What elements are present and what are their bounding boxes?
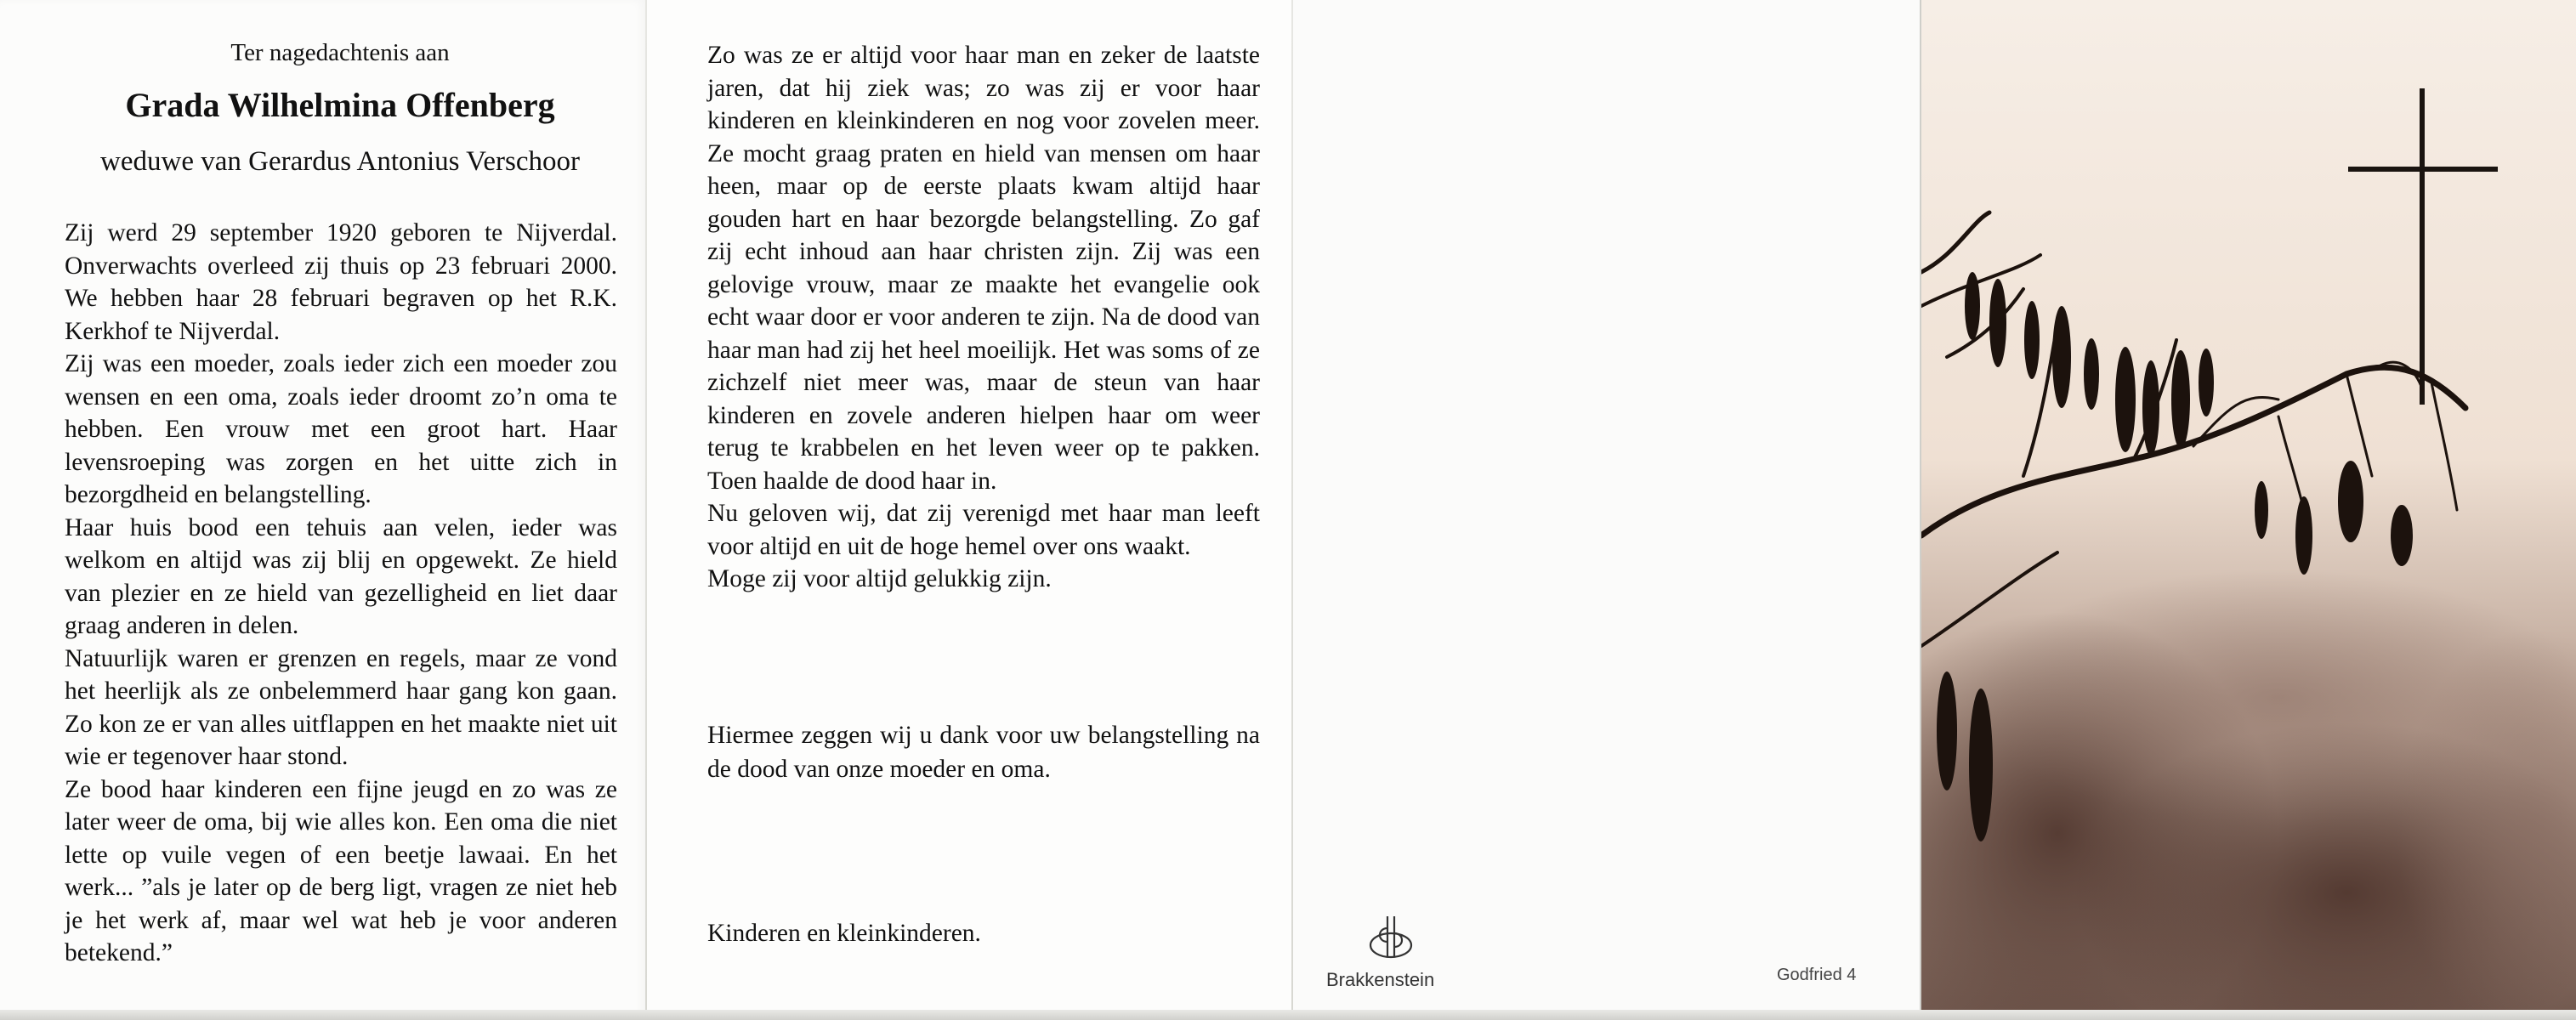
product-code: Godfried 4 xyxy=(1777,966,1857,984)
widow-of-text: weduwe van Gerardus Antonius Verschoor xyxy=(100,146,580,177)
deceased-name: Grada Wilhelmina Offenberg xyxy=(125,86,555,124)
tribute-paragraph: Zo was ze er altijd voor haar man en zeker de laatste jaren, dat hij ziek was; zo was zij er voor haar kinderen en kleinkinderen en nog voor zovelen meer. Ze mocht graag praten en hield van mensen om haar heen, maar op de eerste plaats kwam altijd haar gouden hart en haar bezorgde belangstelling. Zo gaf zij echt inhoud aan haar christen zijn. Zij was een gelovige vrouw, maar ze maakte het evangelie ook echt waar door er voor anderen te zijn. Na de dood van haar man had zij het heel moeilijk. Het was soms of ze zichzelf niet meer was, maar de steun van haar kinderen en zovele anderen hielpen haar om weer terug te krabbelen en het leven weer op te pakken. Toen haalde de dood haar in. xyxy=(707,42,1260,495)
biography-paragraph: Haar huis bood een tehuis aan velen, ieder was welkom en altijd was zij blij en opgewekt. Ze hield van plezier en ze hield van gezelligheid en liet daar graag anderen in delen. xyxy=(65,513,617,639)
biography-paragraph: Ze bood haar kinderen een fijne jeugd en zo was ze later weer de oma, bij wie alles kon. Een oma die niet lette op vuile vegen of een beetje lawaai. En het werk... ”als je later op de berg ligt, vragen ze niet heb je het werk af, maar wel wat heb je voor anderen betekend.” xyxy=(65,775,617,966)
branch-photo xyxy=(1921,0,2576,1020)
biography-paragraph: Zij was een moeder, zoals ieder zich een moeder zou wensen en een oma, zoals ieder droomt zo’n oma te hebben. Een vrouw met een groot hart. Haar levensroeping was zorgen en het uitte zich in bezorgdheid en belangstelling. xyxy=(65,350,617,508)
biography-paragraph: Natuurlijk waren er grenzen en regels, maar ze vond het heerlijk als ze onbelemmerd haar gang kon gaan. Zo kon ze er van alles uitflappen en het maakte niet uit wie er tegenover haar stond. xyxy=(65,644,617,770)
fold-line xyxy=(1291,0,1293,1020)
tribute-paragraph: Nu geloven wij, dat zij verenigd met haar man leeft voor altijd en uit de hoge hemel over ons waakt. xyxy=(707,500,1260,560)
fold-line xyxy=(645,0,647,1020)
brakkenstein-logo-icon xyxy=(1367,913,1415,962)
tribute-text xyxy=(707,39,1260,596)
card-panel-back xyxy=(1292,0,1921,1020)
signature-text: Kinderen en kleinkinderen. xyxy=(707,920,981,947)
card-bottom-edge xyxy=(0,1010,2576,1020)
thanks-text: Hiermee zeggen wij u dank voor uw belangstelling na de dood van onze moeder en oma. xyxy=(707,722,1260,783)
intro-text: Ter nagedachtenis aan xyxy=(230,39,450,66)
biography-text xyxy=(65,217,617,970)
card-panel-photo xyxy=(1921,0,2576,1020)
publisher-name: Brakkenstein xyxy=(1326,969,1435,990)
biography-paragraph: Zij werd 29 september 1920 geboren te Nijverdal. Onverwachts overleed zij thuis op 23 februari 2000. We hebben haar 28 februari begraven op het R.K. Kerkhof te Nijverdal. xyxy=(65,219,617,345)
tribute-paragraph: Moge zij voor altijd gelukkig zijn. xyxy=(707,565,1052,592)
